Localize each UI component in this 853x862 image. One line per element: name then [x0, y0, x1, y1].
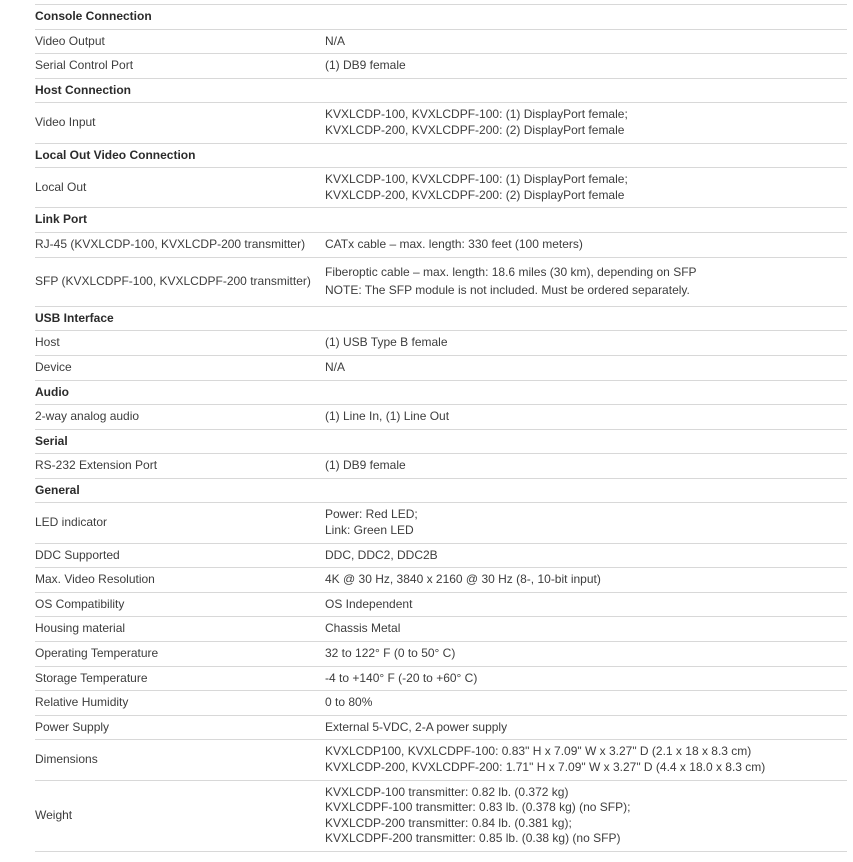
spec-value	[325, 103, 847, 143]
spec-section-title: Audio	[35, 384, 69, 399]
spec-value	[325, 503, 847, 543]
spec-table-body	[35, 5, 847, 852]
spec-value-line: (1) DB9 female	[325, 58, 406, 73]
spec-value-line: KVXLCDP-100 transmitter: 0.82 lb. (0.372 kg)	[325, 784, 569, 799]
spec-value-line: KVXLCDP-200, KVXLCDPF-200: (2) DisplayPort female	[325, 187, 625, 202]
spec-section-row	[35, 208, 847, 233]
spec-value-line: (1) Line In, (1) Line Out	[325, 409, 450, 424]
spec-section-row	[35, 5, 847, 30]
spec-value-line: -4 to +140° F (-20 to +60° C)	[325, 670, 478, 685]
spec-section-row	[35, 429, 847, 454]
spec-label: Relative Humidity	[35, 695, 129, 710]
spec-label: LED indicator	[35, 515, 108, 530]
spec-row	[35, 405, 847, 430]
spec-section-title: Console Connection	[35, 9, 152, 23]
spec-value	[325, 54, 847, 79]
spec-row	[35, 691, 847, 716]
spec-row	[35, 617, 847, 642]
spec-label: Video Output	[35, 33, 105, 48]
spec-value-line: (1) USB Type B female	[325, 335, 448, 350]
spec-row	[35, 232, 847, 257]
spec-value-line: KVXLCDP-100, KVXLCDPF-100: (1) DisplayPort female;	[325, 172, 628, 187]
spec-section-row	[35, 478, 847, 503]
spec-value-line: 32 to 122° F (0 to 50° C)	[325, 646, 456, 661]
spec-section-row	[35, 78, 847, 103]
spec-section-title: Serial	[35, 433, 68, 448]
spec-value	[325, 592, 847, 617]
spec-value	[325, 232, 847, 257]
spec-value-line: KVXLCDPF-200 transmitter: 0.85 lb. (0.38 kg) (no SFP)	[325, 831, 621, 846]
spec-value	[325, 355, 847, 380]
spec-value-line: Power: Red LED;	[325, 507, 418, 522]
spec-label: Device	[35, 359, 72, 374]
spec-value-line: KVXLCDPF-100 transmitter: 0.83 lb. (0.378 kg) (no SFP);	[325, 800, 631, 815]
spec-label: RS-232 Extension Port	[35, 458, 158, 473]
spec-label: Serial Control Port	[35, 58, 134, 73]
spec-section-row	[35, 306, 847, 331]
spec-row	[35, 454, 847, 479]
spec-label: Video Input	[35, 115, 96, 130]
spec-label: RJ-45 (KVXLCDP-100, KVXLCDP-200 transmitter)	[35, 236, 306, 251]
spec-row	[35, 642, 847, 667]
spec-value-line: External 5-VDC, 2-A power supply	[325, 719, 508, 734]
spec-section-row	[35, 380, 847, 405]
spec-value	[325, 617, 847, 642]
spec-value	[325, 691, 847, 716]
spec-label: OS Compatibility	[35, 596, 125, 611]
spec-value-line: Fiberoptic cable – max. length: 18.6 miles (30 km), depending on SFP	[325, 264, 697, 279]
spec-row	[35, 780, 847, 851]
spec-row	[35, 715, 847, 740]
spec-value-line: 4K @ 30 Hz, 3840 x 2160 @ 30 Hz (8-, 10-bit input)	[325, 572, 601, 587]
spec-section-title: Host Connection	[35, 82, 131, 97]
spec-row	[35, 103, 847, 143]
spec-row	[35, 543, 847, 568]
spec-value-line: KVXLCDP-200 transmitter: 0.84 lb. (0.381 kg);	[325, 815, 572, 830]
spec-label: SFP (KVXLCDPF-100, KVXLCDPF-200 transmitter)	[35, 273, 311, 288]
spec-value	[325, 740, 847, 780]
spec-label: Local Out	[35, 179, 87, 194]
spec-value	[325, 331, 847, 356]
spec-label: Storage Temperature	[35, 670, 148, 685]
spec-value	[325, 257, 847, 306]
spec-value-line: NOTE: The SFP module is not included. Must be ordered separately.	[325, 283, 690, 298]
spec-value-line: KVXLCDP-200, KVXLCDPF-200: 1.71" H x 7.09" W x 3.27" D (4.4 x 18.0 x 8.3 cm)	[325, 760, 766, 774]
spec-label: Max. Video Resolution	[35, 572, 155, 587]
spec-value-line: KVXLCDP-100, KVXLCDPF-100: (1) DisplayPort female;	[325, 107, 628, 122]
spec-value	[325, 642, 847, 667]
spec-value-line: (1) DB9 female	[325, 458, 406, 473]
spec-label: Host	[35, 335, 60, 350]
spec-value-line: CATx cable – max. length: 330 feet (100 meters)	[325, 236, 583, 251]
spec-section-title: USB Interface	[35, 310, 114, 325]
spec-row	[35, 666, 847, 691]
spec-table	[35, 4, 847, 852]
spec-section-title: General	[35, 482, 80, 497]
spec-row	[35, 355, 847, 380]
spec-value-line: N/A	[325, 33, 346, 48]
spec-value-line: Chassis Metal	[325, 621, 401, 636]
spec-value	[325, 715, 847, 740]
spec-value-line: N/A	[325, 359, 346, 374]
spec-section-title: Local Out Video Connection	[35, 147, 196, 162]
spec-label: Housing material	[35, 621, 126, 636]
spec-row	[35, 592, 847, 617]
spec-label: Dimensions	[35, 752, 98, 767]
spec-value-line: 0 to 80%	[325, 695, 373, 710]
spec-value-line: DDC, DDC2, DDC2B	[325, 547, 438, 562]
spec-value	[325, 454, 847, 479]
spec-value	[325, 29, 847, 54]
spec-row	[35, 168, 847, 208]
spec-value	[325, 780, 847, 851]
spec-label: Power Supply	[35, 719, 110, 734]
spec-label: 2-way analog audio	[35, 409, 140, 424]
spec-section-row	[35, 143, 847, 168]
spec-row	[35, 503, 847, 543]
spec-label: DDC Supported	[35, 547, 120, 562]
spec-label: Weight	[35, 807, 73, 822]
spec-row	[35, 29, 847, 54]
spec-value-line: Link: Green LED	[325, 523, 414, 538]
spec-value-line: KVXLCDP-200, KVXLCDPF-200: (2) DisplayPort female	[325, 122, 625, 137]
spec-section-title: Link Port	[35, 212, 88, 227]
spec-row	[35, 568, 847, 593]
spec-row	[35, 740, 847, 780]
spec-value	[325, 168, 847, 208]
spec-value	[325, 666, 847, 691]
spec-value	[325, 568, 847, 593]
spec-row	[35, 257, 847, 306]
spec-row	[35, 331, 847, 356]
spec-value	[325, 405, 847, 430]
spec-label: Operating Temperature	[35, 646, 159, 661]
spec-value-line: OS Independent	[325, 596, 413, 611]
spec-value-line: KVXLCDP100, KVXLCDPF-100: 0.83" H x 7.09" W x 3.27" D (2.1 x 18 x 8.3 cm)	[325, 744, 752, 759]
spec-value	[325, 543, 847, 568]
spec-row	[35, 54, 847, 79]
